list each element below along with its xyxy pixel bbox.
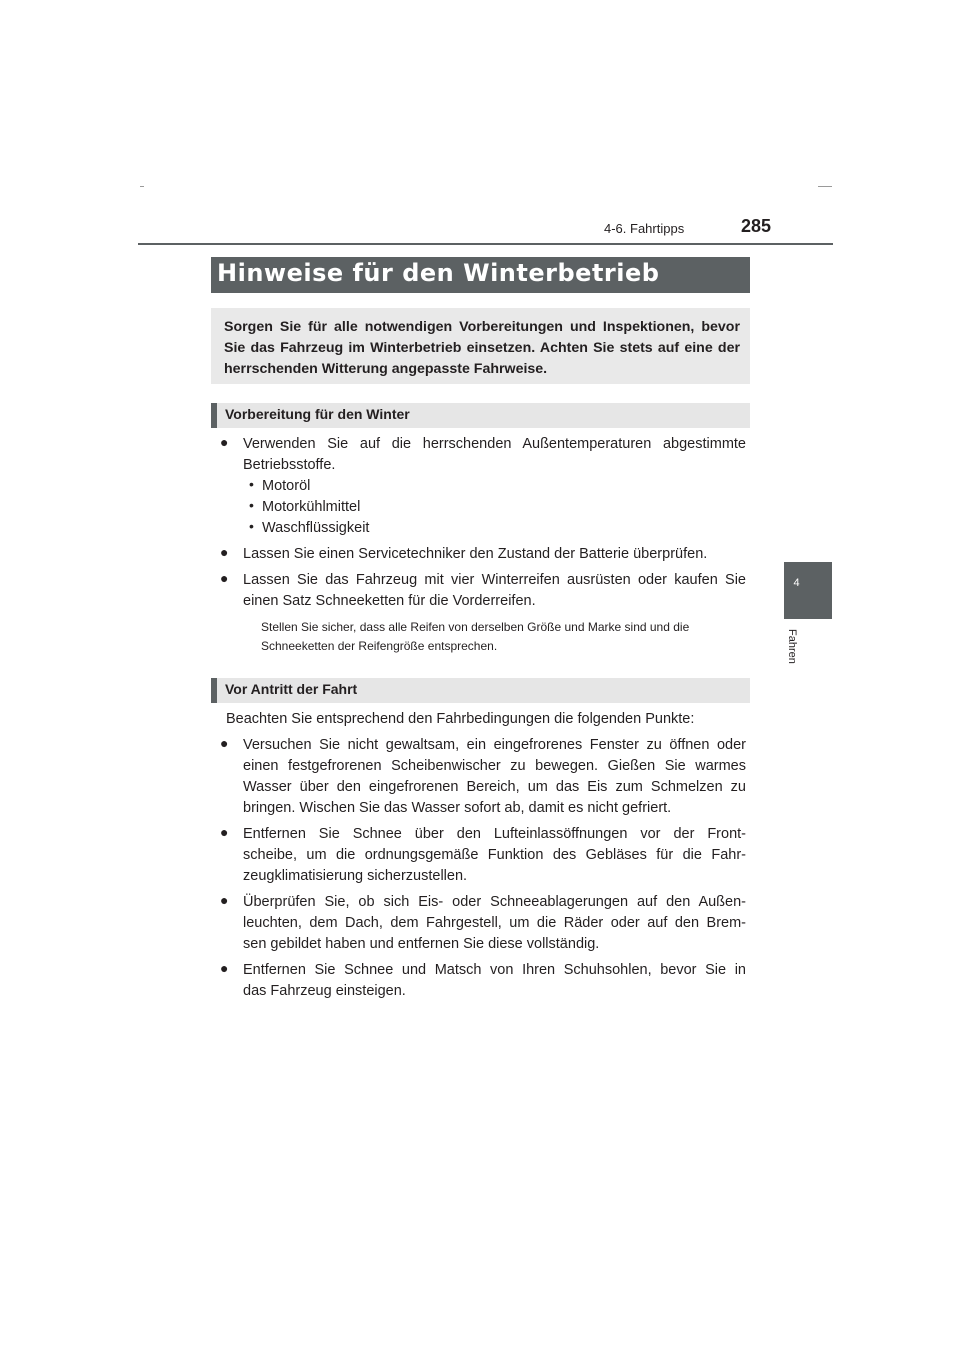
- list-item-text: Lassen Sie das Fahrzeug mit vier Winterreifen ausrüsten oder kaufen Sie: [243, 572, 746, 588]
- sub-bullet-icon: •: [249, 497, 254, 513]
- crop-mark-left: [140, 186, 144, 187]
- list-item-text: Versuchen Sie nicht gewaltsam, ein eingefrorenes Fenster zu öffnen oder: [243, 737, 746, 753]
- list-item-text: Wasser über den eingefrorenen Bereich, um das Eis zum Schmelzen zu: [243, 779, 746, 795]
- section-heading-winter-prep: [211, 403, 750, 428]
- list-item-text: zeugklimatisierung sicherzustellen.: [243, 868, 468, 884]
- chapter-number: 4: [793, 577, 800, 589]
- sub-bullet-icon: •: [249, 476, 254, 492]
- list-item-text: bringen. Wischen Sie das Wasser sofort ab, damit es nicht gefriert.: [243, 800, 672, 816]
- list-item-text: Lassen Sie einen Servicetechniker den Zustand der Batterie überprüfen.: [243, 546, 708, 562]
- section-heading-before-driving: [211, 678, 750, 703]
- heading-accent: [211, 403, 217, 428]
- note-text: Schneeketten der Reifengröße entsprechen.: [261, 639, 498, 653]
- section-heading-label: Vorbereitung für den Winter: [225, 406, 410, 422]
- bullet-icon: ●: [220, 544, 229, 560]
- intro-text: Sorgen Sie für alle notwendigen Vorbereitungen und Inspektionen, bevor Sie das Fahrzeug im Winterbetrieb einsetzen. Achten Sie stets auf eine der herrschenden Witterung angepasste Fahrweise.: [224, 319, 740, 377]
- section-reference: 4-6. Fahrtipps: [604, 221, 685, 236]
- bullet-icon: ●: [220, 892, 229, 908]
- list-item-text: Entfernen Sie Schnee über den Lufteinlassöffnungen vor der Front-: [243, 826, 746, 842]
- sub-list-item: Waschflüssigkeit: [262, 520, 370, 536]
- bullet-icon: ●: [220, 960, 229, 976]
- page-title-bar: [211, 257, 750, 293]
- heading-accent: [211, 678, 217, 703]
- note-text: Stellen Sie sicher, dass alle Reifen von derselben Größe und Marke sind und die: [261, 620, 690, 634]
- list-item-text: sen gebildet haben und entfernen Sie diese vollständig.: [243, 936, 600, 952]
- bullet-icon: ●: [220, 824, 229, 840]
- section-heading-label: Vor Antritt der Fahrt: [225, 681, 358, 697]
- bullet-icon: ●: [220, 570, 229, 586]
- page-title: Hinweise für den Winterbetrieb: [217, 259, 660, 287]
- bullet-icon: ●: [220, 434, 229, 450]
- sub-bullet-icon: •: [249, 518, 254, 534]
- intro-box: [211, 308, 750, 384]
- list-item-text: leuchten, dem Dach, dem Fahrgestell, um die Räder oder auf den Brem-: [243, 915, 746, 931]
- sub-list-item: Motoröl: [262, 478, 311, 494]
- chapter-label: Fahren: [786, 629, 798, 664]
- list-item-text: Betriebsstoffe.: [243, 457, 336, 473]
- list-item-text: einen festgefrorenen Scheibenwischer zu bewegen. Gießen Sie warmes: [243, 758, 746, 774]
- list-item-text: Verwenden Sie auf die herrschenden Außentemperaturen abgestimmte: [243, 436, 746, 452]
- page-number: 285: [741, 216, 772, 236]
- bullet-icon: ●: [220, 735, 229, 751]
- header-rule: [138, 243, 833, 245]
- list-item-text: das Fahrzeug einsteigen.: [243, 983, 406, 999]
- sub-list-item: Motorkühlmittel: [262, 499, 361, 515]
- list-item-text: Überprüfen Sie, ob sich Eis- oder Schneeablagerungen auf den Außen-: [243, 894, 746, 910]
- list-item-text: scheibe, um die ordnungsgemäße Funktion des Gebläses für die Fahr-: [243, 847, 746, 863]
- list-item-text: einen Satz Schneeketten für die Vorderreifen.: [243, 593, 536, 609]
- crop-mark-right: [818, 186, 832, 187]
- lead-text: Beachten Sie entsprechend den Fahrbedingungen die folgenden Punkte:: [226, 711, 695, 727]
- chapter-tab: [784, 562, 832, 619]
- list-item-text: Entfernen Sie Schnee und Matsch von Ihren Schuhsohlen, bevor Sie in: [243, 962, 746, 978]
